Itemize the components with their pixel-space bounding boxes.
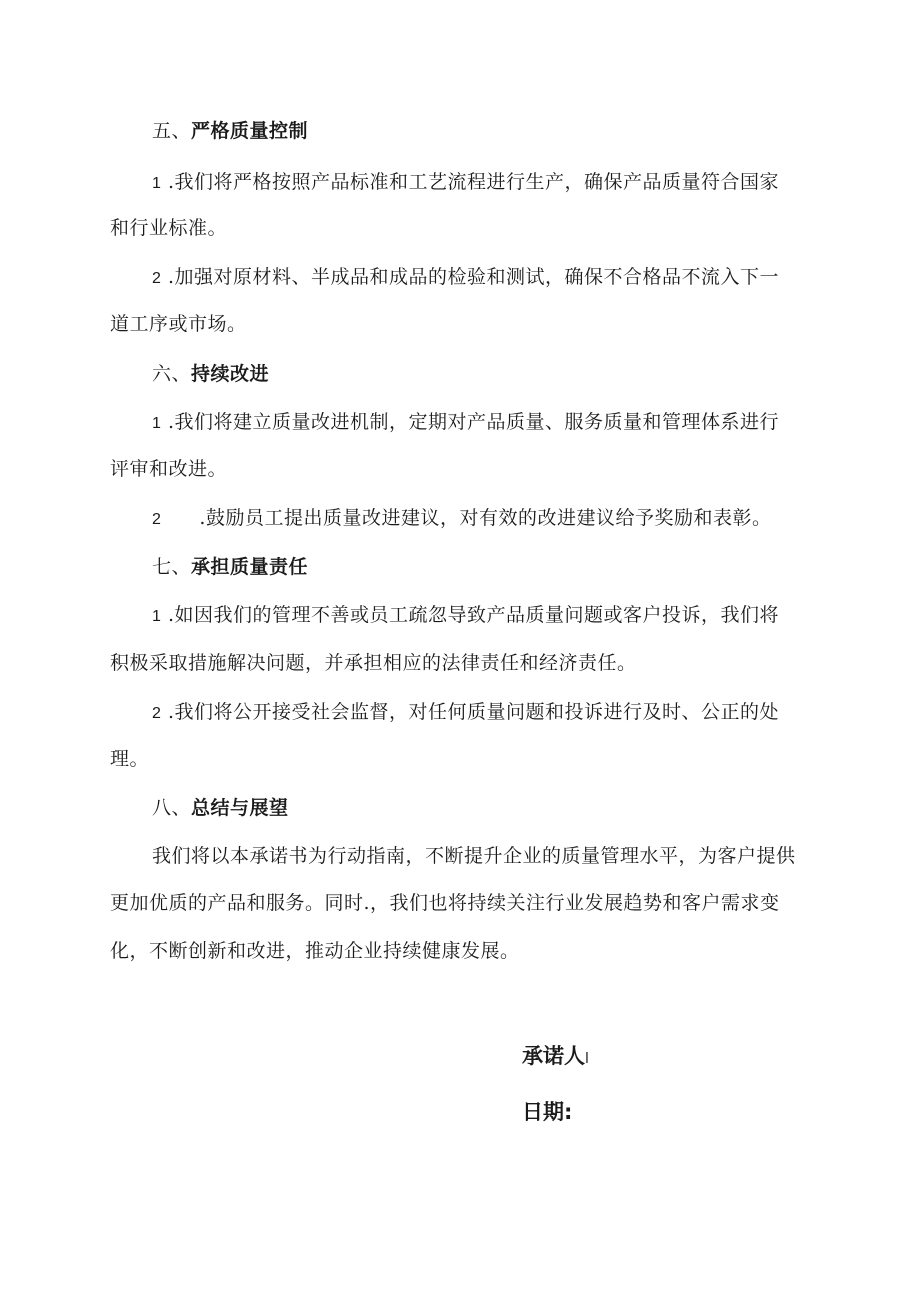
paragraph-line: 我们将以本承诺书为行动指南，不断提升企业的质量管理水平，为客户提供 bbox=[152, 845, 796, 867]
list-item bbox=[152, 603, 779, 629]
section-number: 七、 bbox=[152, 556, 192, 578]
list-item bbox=[152, 265, 779, 291]
list-item bbox=[152, 410, 779, 436]
promisor-line bbox=[522, 1043, 589, 1072]
paragraph-line: 化，不断创新和改进，推动企业持续健康发展。 bbox=[110, 940, 520, 962]
item-continuation: 理。 bbox=[110, 748, 150, 770]
list-item bbox=[152, 170, 779, 196]
list-item bbox=[152, 506, 771, 532]
paragraph-line: 更加优质的产品和服务。同时.，我们也将持续关注行业发展趋势和客户需求变 bbox=[110, 892, 780, 914]
section-heading-6 bbox=[152, 362, 269, 386]
item-text: .鼓励员工提出质量改进建议，对有效的改进建议给予奖励和表彰。 bbox=[199, 507, 772, 529]
item-index: 2 bbox=[152, 270, 162, 287]
promisor-label: 承诺人 bbox=[522, 1044, 585, 1068]
item-index: 2 bbox=[152, 511, 162, 528]
section-title: 严格质量控制 bbox=[191, 120, 309, 142]
section-title: 承担质量责任 bbox=[191, 556, 309, 578]
section-heading-7 bbox=[152, 555, 308, 579]
item-continuation: 和行业标准。 bbox=[110, 217, 228, 239]
section-number: 六、 bbox=[152, 363, 192, 385]
list-item bbox=[152, 700, 779, 726]
item-index: 1 bbox=[152, 415, 162, 432]
item-index: 1 bbox=[152, 608, 162, 625]
item-text: .加强对原材料、半成品和成品的检验和测试，确保不合格品不流入下一 bbox=[167, 266, 779, 288]
section-heading-8 bbox=[152, 796, 289, 820]
item-continuation: 评审和改进。 bbox=[110, 458, 228, 480]
item-continuation: 积极采取措施解决问题，并承担相应的法律责任和经济责任。 bbox=[110, 652, 637, 674]
section-heading-5 bbox=[152, 119, 308, 143]
section-title: 持续改进 bbox=[191, 363, 270, 385]
date-label: 日期: bbox=[522, 1100, 573, 1124]
promisor-mark: l bbox=[585, 1051, 589, 1067]
section-number: 五、 bbox=[152, 120, 192, 142]
item-index: 1 bbox=[152, 175, 162, 192]
item-continuation: 道工序或市场。 bbox=[110, 313, 247, 335]
item-text: .我们将建立质量改进机制，定期对产品质量、服务质量和管理体系进行 bbox=[167, 411, 779, 433]
item-index: 2 bbox=[152, 705, 162, 722]
item-text: .我们将严格按照产品标准和工艺流程进行生产，确保产品质量符合国家 bbox=[167, 171, 779, 193]
section-title: 总结与展望 bbox=[191, 797, 289, 819]
item-text: .如因我们的管理不善或员工疏忽导致产品质量问题或客户投诉，我们将 bbox=[167, 604, 779, 626]
section-number: 八、 bbox=[152, 797, 192, 819]
item-text: .我们将公开接受社会监督，对任何质量问题和投诉进行及时、公正的处 bbox=[167, 701, 779, 723]
